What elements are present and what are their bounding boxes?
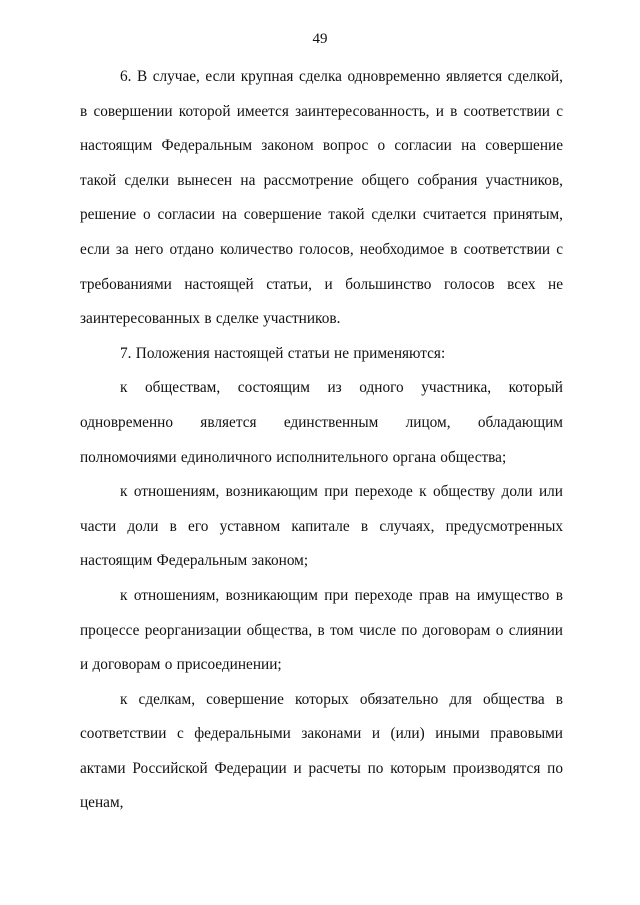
paragraph-reorganization: к отношениям, возникающим при переходе прав на имущество в процессе реорганизации общества, в том числе по договорам о слиянии и договорам о присоединении; <box>80 586 563 674</box>
paragraph-clause-7: 7. Положения настоящей статьи не применяются: <box>120 344 446 362</box>
paragraph-clause-6: 6. В случае, если крупная сделка одновременно является сделкой, в совершении которой имеется заинтересованность, и в соответствии с настоящим Федеральным законом вопрос о согласии на совершение такой сделки вынесен на рассмотрение общего собрания участников, решение о согласии на совершение такой сделки считается принятым, если за него отдано количество голосов, необходимое в соответствии с требованиями настоящей статьи, и большинство голосов всех не заинтересованных в сделке участников. <box>80 68 563 328</box>
page-number: 49 <box>312 31 328 47</box>
document-body <box>80 60 563 821</box>
paragraph-single-member-companies: к обществам, состоящим из одного участника, который одновременно является единственным лицом, обладающим полномочиями единоличного исполнительного органа общества; <box>80 379 563 466</box>
paragraph-mandatory-transactions: к сделкам, совершение которых обязательно для общества в соответствии с федеральными законами и (или) иными правовыми актами Российской Федерации и расчеты по которым производятся по ценам, <box>80 690 563 812</box>
paragraph-share-transfer: к отношениям, возникающим при переходе к обществу доли или части доли в его уставном капитале в случаях, предусмотренных настоящим Федеральным законом; <box>80 483 563 570</box>
